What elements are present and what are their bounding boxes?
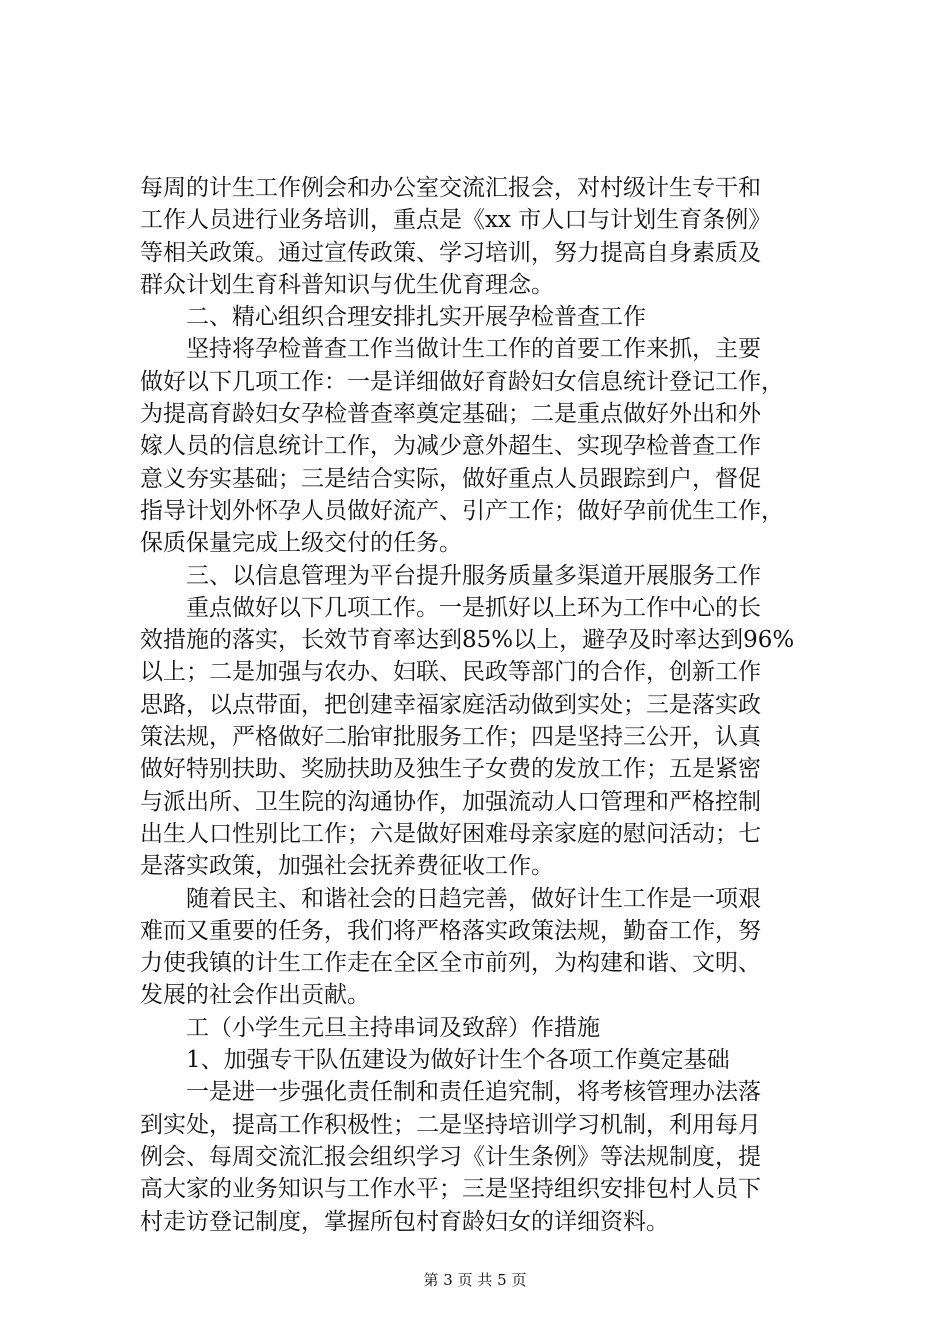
text-line: 例会、每周交流汇报会组织学习《计生条例》等法规制度，提 <box>140 1143 761 1170</box>
text-line: 以上；二是加强与农办、妇联、民政等部门的合作，创新工作 <box>140 659 761 686</box>
text-line: 随着民主、和谐社会的日趋完善，做好计生工作是一项艰 <box>186 885 761 912</box>
text-line: 等相关政策。通过宣传政策、学习培训，努力提高自身素质及 <box>140 239 761 266</box>
text-line: 每周的计生工作例会和办公室交流汇报会，对村级计生专干和 <box>140 175 761 201</box>
text-line: 一是进一步强化责任制和责任追究制，将考核管理办法落 <box>186 1079 761 1106</box>
text-line: 是落实政策，加强社会抚养费征收工作。 <box>140 853 554 880</box>
text-line: 嫁人员的信息统计工作，为减少意外超生、实现孕检普查工作 <box>140 433 761 460</box>
page-footer: 第 3 页 共 5 页 <box>423 1271 527 1289</box>
text-line: 高大家的业务知识与工作水平；三是坚持组织安排包村人员下 <box>140 1176 761 1203</box>
text-line: 重点做好以下几项工作。一是抓好以上环为工作中心的长 <box>186 594 761 621</box>
text-line: 指导计划外怀孕人员做好流产、引产工作；做好孕前优生工作， <box>140 497 784 524</box>
text-line: 难而又重要的任务，我们将严格落实政策法规，勤奋工作，努 <box>140 917 761 944</box>
text-line: 到实处，提高工作积极性；二是坚持培训学习机制，利用每月 <box>140 1111 761 1138</box>
text-line: 群众计划生育科普知识与优生优育理念。 <box>140 271 554 298</box>
text-line: 为提高育龄妇女孕检普查率奠定基础；二是重点做好外出和外 <box>140 401 761 428</box>
text-line: 策法规，严格做好二胎审批服务工作；四是坚持三公开，认真 <box>140 724 761 751</box>
text-line: 意义夯实基础；三是结合实际，做好重点人员跟踪到户，督促 <box>140 465 761 492</box>
text-line: 二、精心组织合理安排扎实开展孕检普查工作 <box>186 304 646 331</box>
document-body <box>140 172 830 1238</box>
text-line: 工（小学生元旦主持串词及致辞）作措施 <box>186 1014 600 1041</box>
text-line: 村走访登记制度，掌握所包村育龄妇女的详细资料。 <box>140 1208 669 1235</box>
text-line: 与派出所、卫生院的沟通协作，加强流动人口管理和严格控制 <box>140 788 761 815</box>
text-line: 做好特别扶助、奖励扶助及独生子女费的发放工作；五是紧密 <box>140 756 761 783</box>
text-line: 做好以下几项工作：一是详细做好育龄妇女信息统计登记工作， <box>140 368 784 395</box>
text-line: 1、加强专干队伍建设为做好计生个各项工作奠定基础 <box>186 1047 730 1074</box>
text-line: 三、以信息管理为平台提升服务质量多渠道开展服务工作 <box>186 562 761 589</box>
text-line: 力使我镇的计生工作走在全区全市前列，为构建和谐、文明、 <box>140 950 761 977</box>
text-line: 保质保量完成上级交付的任务。 <box>140 530 462 557</box>
text-line: 发展的社会作出贡献。 <box>140 982 370 1009</box>
text-line: 坚持将孕检普查工作当做计生工作的首要工作来抓，主要 <box>186 336 761 363</box>
text-line: 出生人口性别比工作；六是做好困难母亲家庭的慰问活动；七 <box>140 820 761 847</box>
text-line: 效措施的落实，长效节育率达到85%以上，避孕及时率达到96% <box>140 627 795 654</box>
text-line: 工作人员进行业务培训，重点是《xx 市人口与计划生育条例》 <box>140 207 772 234</box>
text-line: 思路，以点带面，把创建幸福家庭活动做到实处；三是落实政 <box>140 691 761 718</box>
